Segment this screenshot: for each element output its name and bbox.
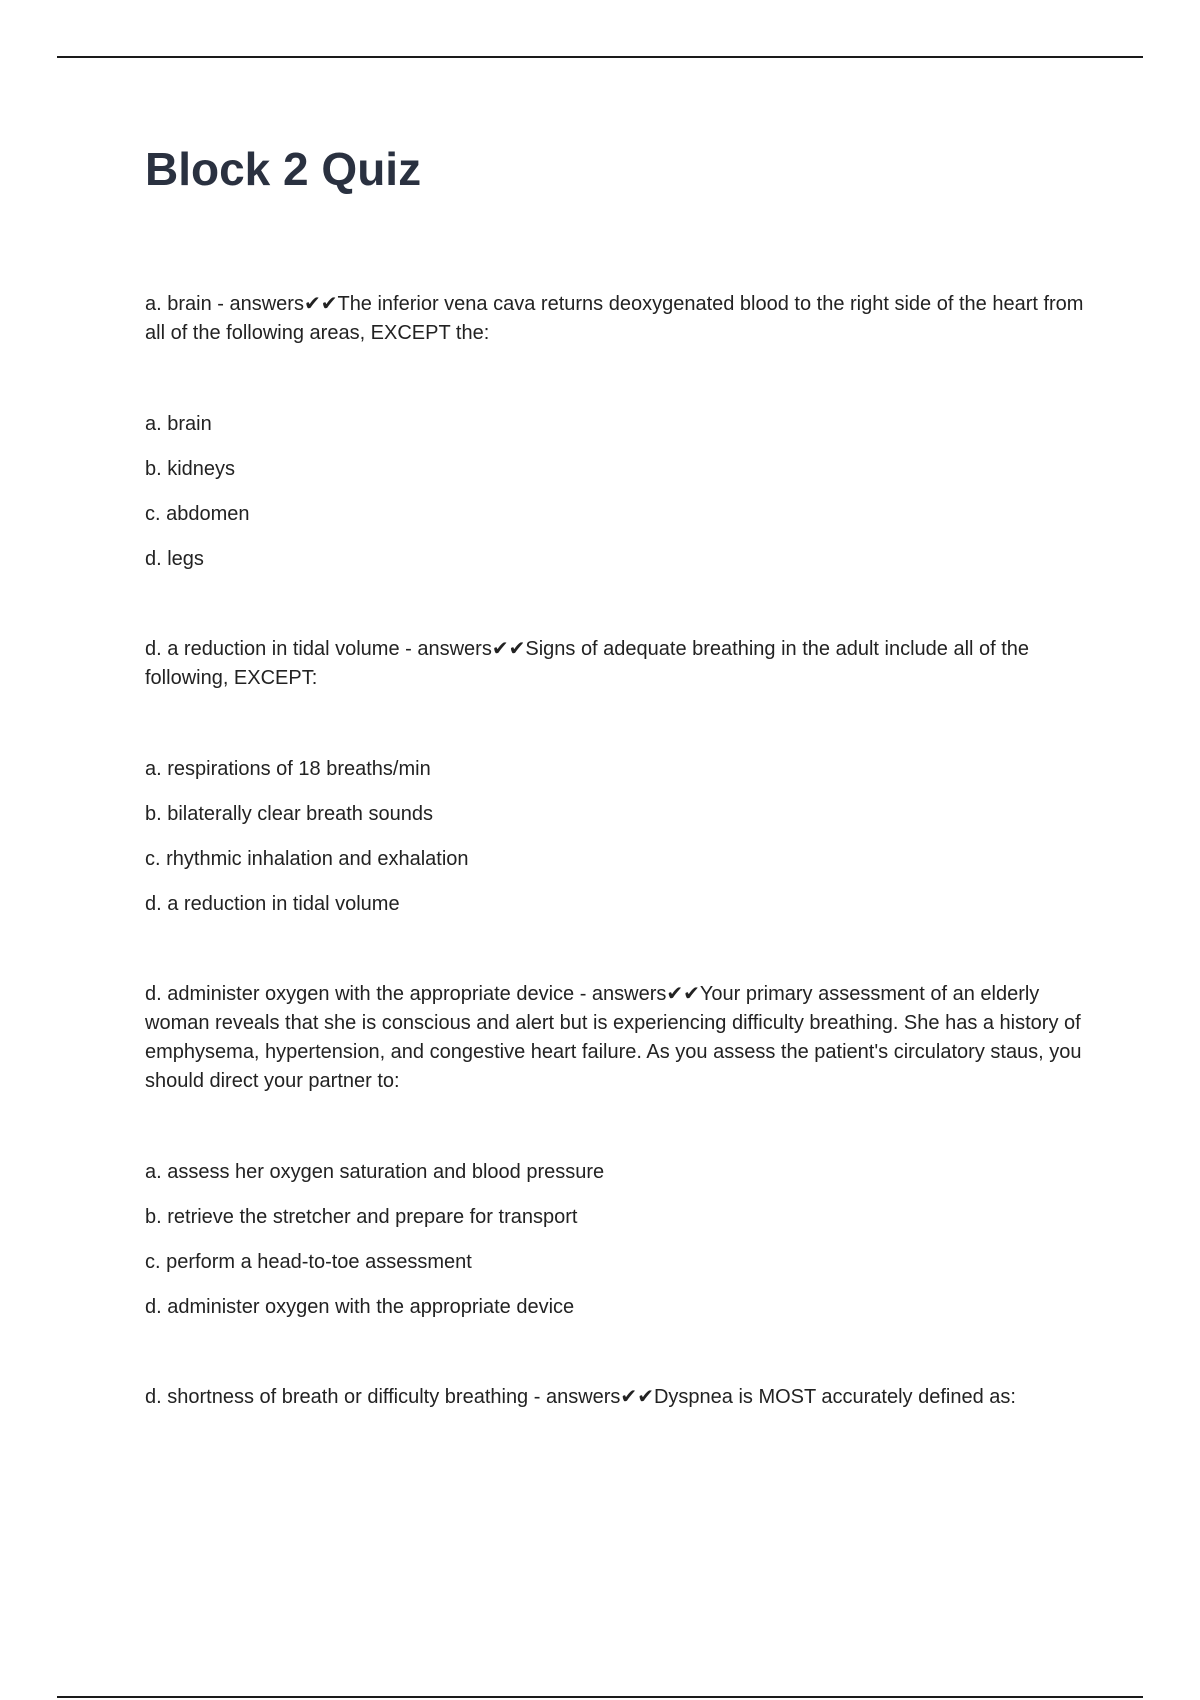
- option-item: b. kidneys: [145, 458, 236, 480]
- qa-item: [145, 635, 1085, 919]
- question-text: d. administer oxygen with the appropriate device - answers✔✔Your primary assessment of an elderly woman reveals that she is conscious and alert but is experiencing difficulty breathing. She has a history of emphysema, hypertension, and congestive heart failure. As you assess the patient's circulatory staus, you should direct your partner to:: [145, 983, 1082, 1092]
- option-item: d. administer oxygen with the appropriate device: [145, 1296, 575, 1318]
- header-rule: [57, 56, 1143, 58]
- footer-rule: [57, 1696, 1143, 1698]
- option-item: c. perform a head-to-toe assessment: [145, 1251, 472, 1273]
- question-text: d. shortness of breath or difficulty breathing - answers✔✔Dyspnea is MOST accurately defined as:: [145, 1386, 1016, 1408]
- options-list: [145, 410, 1085, 574]
- page-title: Block 2 Quiz: [145, 143, 422, 195]
- option-item: a. brain: [145, 413, 212, 435]
- qa-item: [145, 1383, 1085, 1412]
- option-item: a. respirations of 18 breaths/min: [145, 758, 431, 780]
- option-item: d. legs: [145, 548, 204, 570]
- option-item: d. a reduction in tidal volume: [145, 893, 400, 915]
- option-item: c. abdomen: [145, 503, 250, 525]
- qa-item: [145, 980, 1085, 1322]
- document-page: [145, 140, 1085, 1412]
- options-list: [145, 1158, 1085, 1322]
- option-item: a. assess her oxygen saturation and blood pressure: [145, 1161, 605, 1183]
- question-text: d. a reduction in tidal volume - answers✔✔Signs of adequate breathing in the adult include all of the following, EXCEPT:: [145, 638, 1030, 689]
- option-item: b. retrieve the stretcher and prepare for transport: [145, 1206, 578, 1228]
- question-text: a. brain - answers✔✔The inferior vena cava returns deoxygenated blood to the right side of the heart from all of the following areas, EXCEPT the:: [145, 293, 1084, 344]
- option-item: b. bilaterally clear breath sounds: [145, 803, 433, 825]
- qa-item: [145, 290, 1085, 574]
- options-list: [145, 755, 1085, 919]
- option-item: c. rhythmic inhalation and exhalation: [145, 848, 469, 870]
